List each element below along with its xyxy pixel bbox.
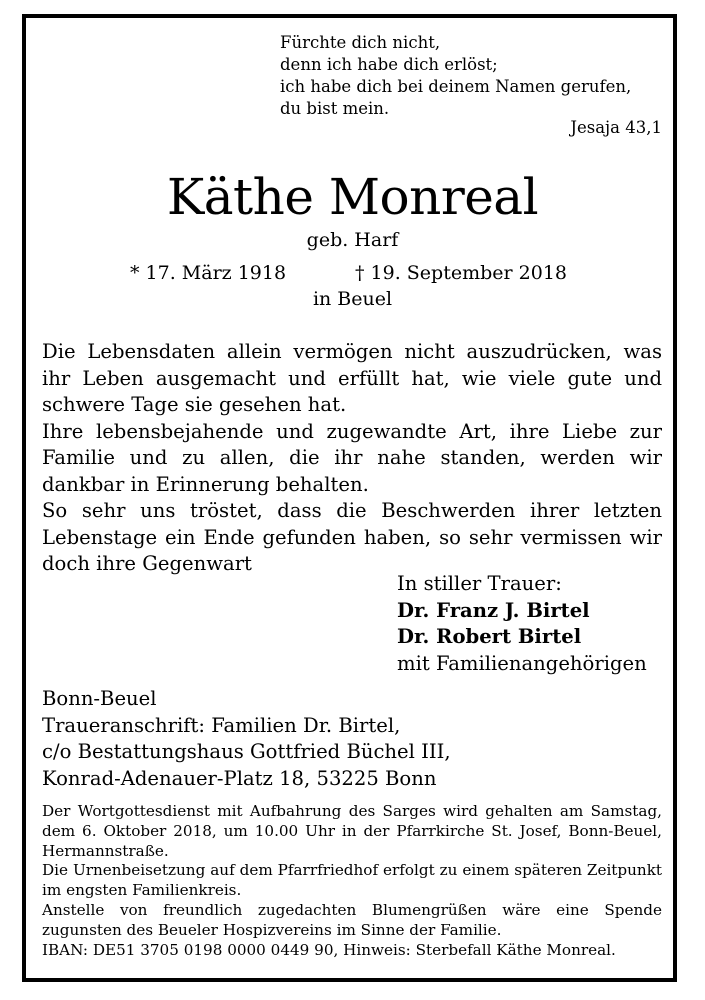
obituary-text (42, 339, 662, 578)
address-line: Traueranschrift: Familien Dr. Birtel, (42, 713, 401, 737)
verse-line: du bist mein. (280, 99, 390, 118)
obituary-paragraph: So sehr uns tröstet, dass die Beschwerden ihrer letzten Lebenstage ein Ende gefunden haben, so sehr vermissen wir doch ihre Gegenwart (42, 499, 662, 575)
address-line: Bonn-Beuel (42, 687, 157, 710)
service-notes (42, 802, 662, 960)
mourners-block (397, 571, 647, 677)
birth-name: geb. Harf (306, 229, 399, 251)
notes-paragraph: Anstelle von freundlich zugedachten Blumengrüßen wäre eine Spende zugunsten des Beueler Hospizvereins im Sinne der Familie. (42, 900, 662, 939)
bible-verse (280, 32, 631, 120)
address-line: Konrad-Adenauer-Platz 18, 53225 Bonn (42, 766, 437, 790)
obituary-paragraph: Ihre lebensbejahende und zugewandte Art, ihre Liebe zur Familie und zu allen, die ihr nahe standen, werden wir dankbar in Erinnerung behalten. (42, 419, 662, 496)
mourning-address (42, 686, 451, 792)
notes-paragraph: Die Urnenbeisetzung auf dem Pfarrfriedhof erfolgt zu einem späteren Zeitpunkt im engsten Familienkreis. (42, 861, 662, 900)
obituary-paragraph: Die Lebensdaten allein vermögen nicht auszudrücken, was ihr Leben ausgemacht und erfüllt hat, wie viele gute und schwere Tage sie gesehen hat. (42, 340, 662, 416)
notes-paragraph: IBAN: DE51 3705 0198 0000 0449 90, Hinweis: Sterbefall Käthe Monreal. (42, 940, 616, 959)
verse-line: ich habe dich bei deinem Namen gerufen, (280, 77, 632, 96)
mourner-name: Dr. Franz J. Birtel (397, 598, 590, 622)
verse-line: Fürchte dich nicht, (280, 33, 441, 52)
mourner-name: Dr. Robert Birtel (397, 625, 582, 648)
mourning-family: mit Familienangehörigen (397, 651, 647, 675)
mourning-heading: In stiller Trauer: (397, 572, 562, 595)
verse-line: denn ich habe dich erlöst; (280, 55, 498, 74)
deceased-name: Käthe Monreal (166, 168, 539, 226)
death-date: † 19. September 2018 (355, 262, 567, 284)
birth-date: * 17. März 1918 (130, 262, 287, 284)
verse-reference: Jesaja 43,1 (570, 118, 662, 137)
death-place: in Beuel (312, 288, 393, 310)
address-line: c/o Bestattungshaus Gottfried Büchel III, (42, 740, 451, 763)
notes-paragraph: Der Wortgottesdienst mit Aufbahrung des Sarges wird gehalten am Samstag, dem 6. Oktober 2018, um 10.00 Uhr in der Pfarrkirche St. Josef, Bonn-Beuel, Hermannstraße. (42, 802, 662, 860)
